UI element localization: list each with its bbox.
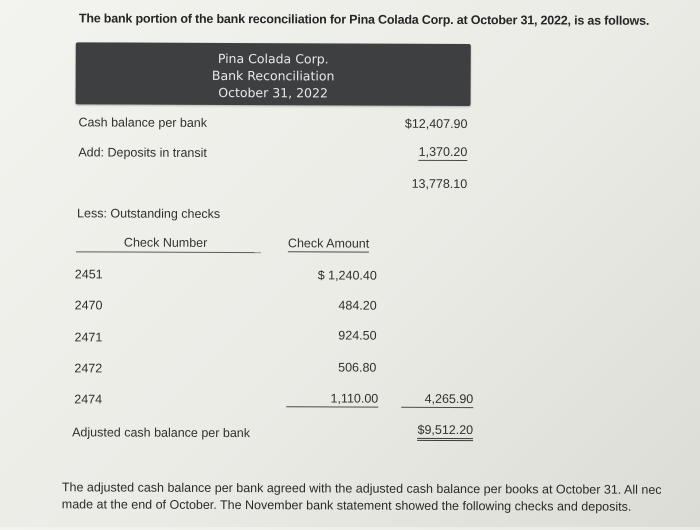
check-amount: 1,110.00 (286, 391, 378, 407)
statement-date: October 31, 2022 (218, 84, 328, 101)
less-outstanding-label: Less: Outstanding checks (77, 206, 221, 221)
check-amount: 924.50 (338, 328, 377, 343)
adjusted-balance-label: Adjusted cash balance per bank (72, 425, 251, 441)
deposits-amount: 1,370.20 (418, 144, 468, 160)
checks-total-cell (401, 392, 473, 408)
check-amount-last-cell (286, 391, 378, 407)
check-number: 2474 (74, 392, 103, 407)
check-number: 2470 (74, 298, 103, 313)
check-amount: 484.20 (338, 298, 377, 313)
deposits-amount-cell (397, 145, 467, 159)
col-header-check-amount (288, 236, 369, 250)
check-amount: 506.80 (338, 360, 377, 375)
check-amount-header-text: Check Amount (287, 236, 370, 251)
intro-text: The bank portion of the bank reconciliation for Pina Colada Corp. at October 31, 2022, is as follows. (78, 11, 650, 28)
check-number: 2472 (74, 361, 103, 376)
subtotal-amount: 13,778.10 (411, 176, 468, 192)
check-number: 2471 (74, 330, 103, 345)
deposits-label: Add: Deposits in transit (78, 145, 207, 160)
cash-balance-label: Cash balance per bank (78, 115, 208, 130)
reconciliation-header (76, 42, 471, 106)
adjusted-balance-cell (403, 423, 473, 437)
check-amount: $ 1,240.40 (317, 268, 377, 283)
col-header-check-number: Check Number (123, 235, 208, 250)
check-number-rule (76, 251, 261, 253)
outstanding-checks-total: 4,265.90 (401, 392, 473, 408)
check-number: 2451 (74, 267, 103, 282)
footer-text-line-2: made at the end of October. The November bank statement showed the following checks and deposits. (61, 497, 632, 514)
statement-title: Bank Reconciliation (211, 67, 335, 84)
company-name: Pina Colada Corp. (217, 50, 329, 67)
adjusted-balance-amount: $9,512.20 (417, 423, 473, 441)
footer-text-line-1: The adjusted cash balance per bank agreed with the adjusted cash balance per books at October 31. All nec (61, 480, 662, 497)
cash-balance-amount: $12,407.90 (404, 116, 468, 132)
